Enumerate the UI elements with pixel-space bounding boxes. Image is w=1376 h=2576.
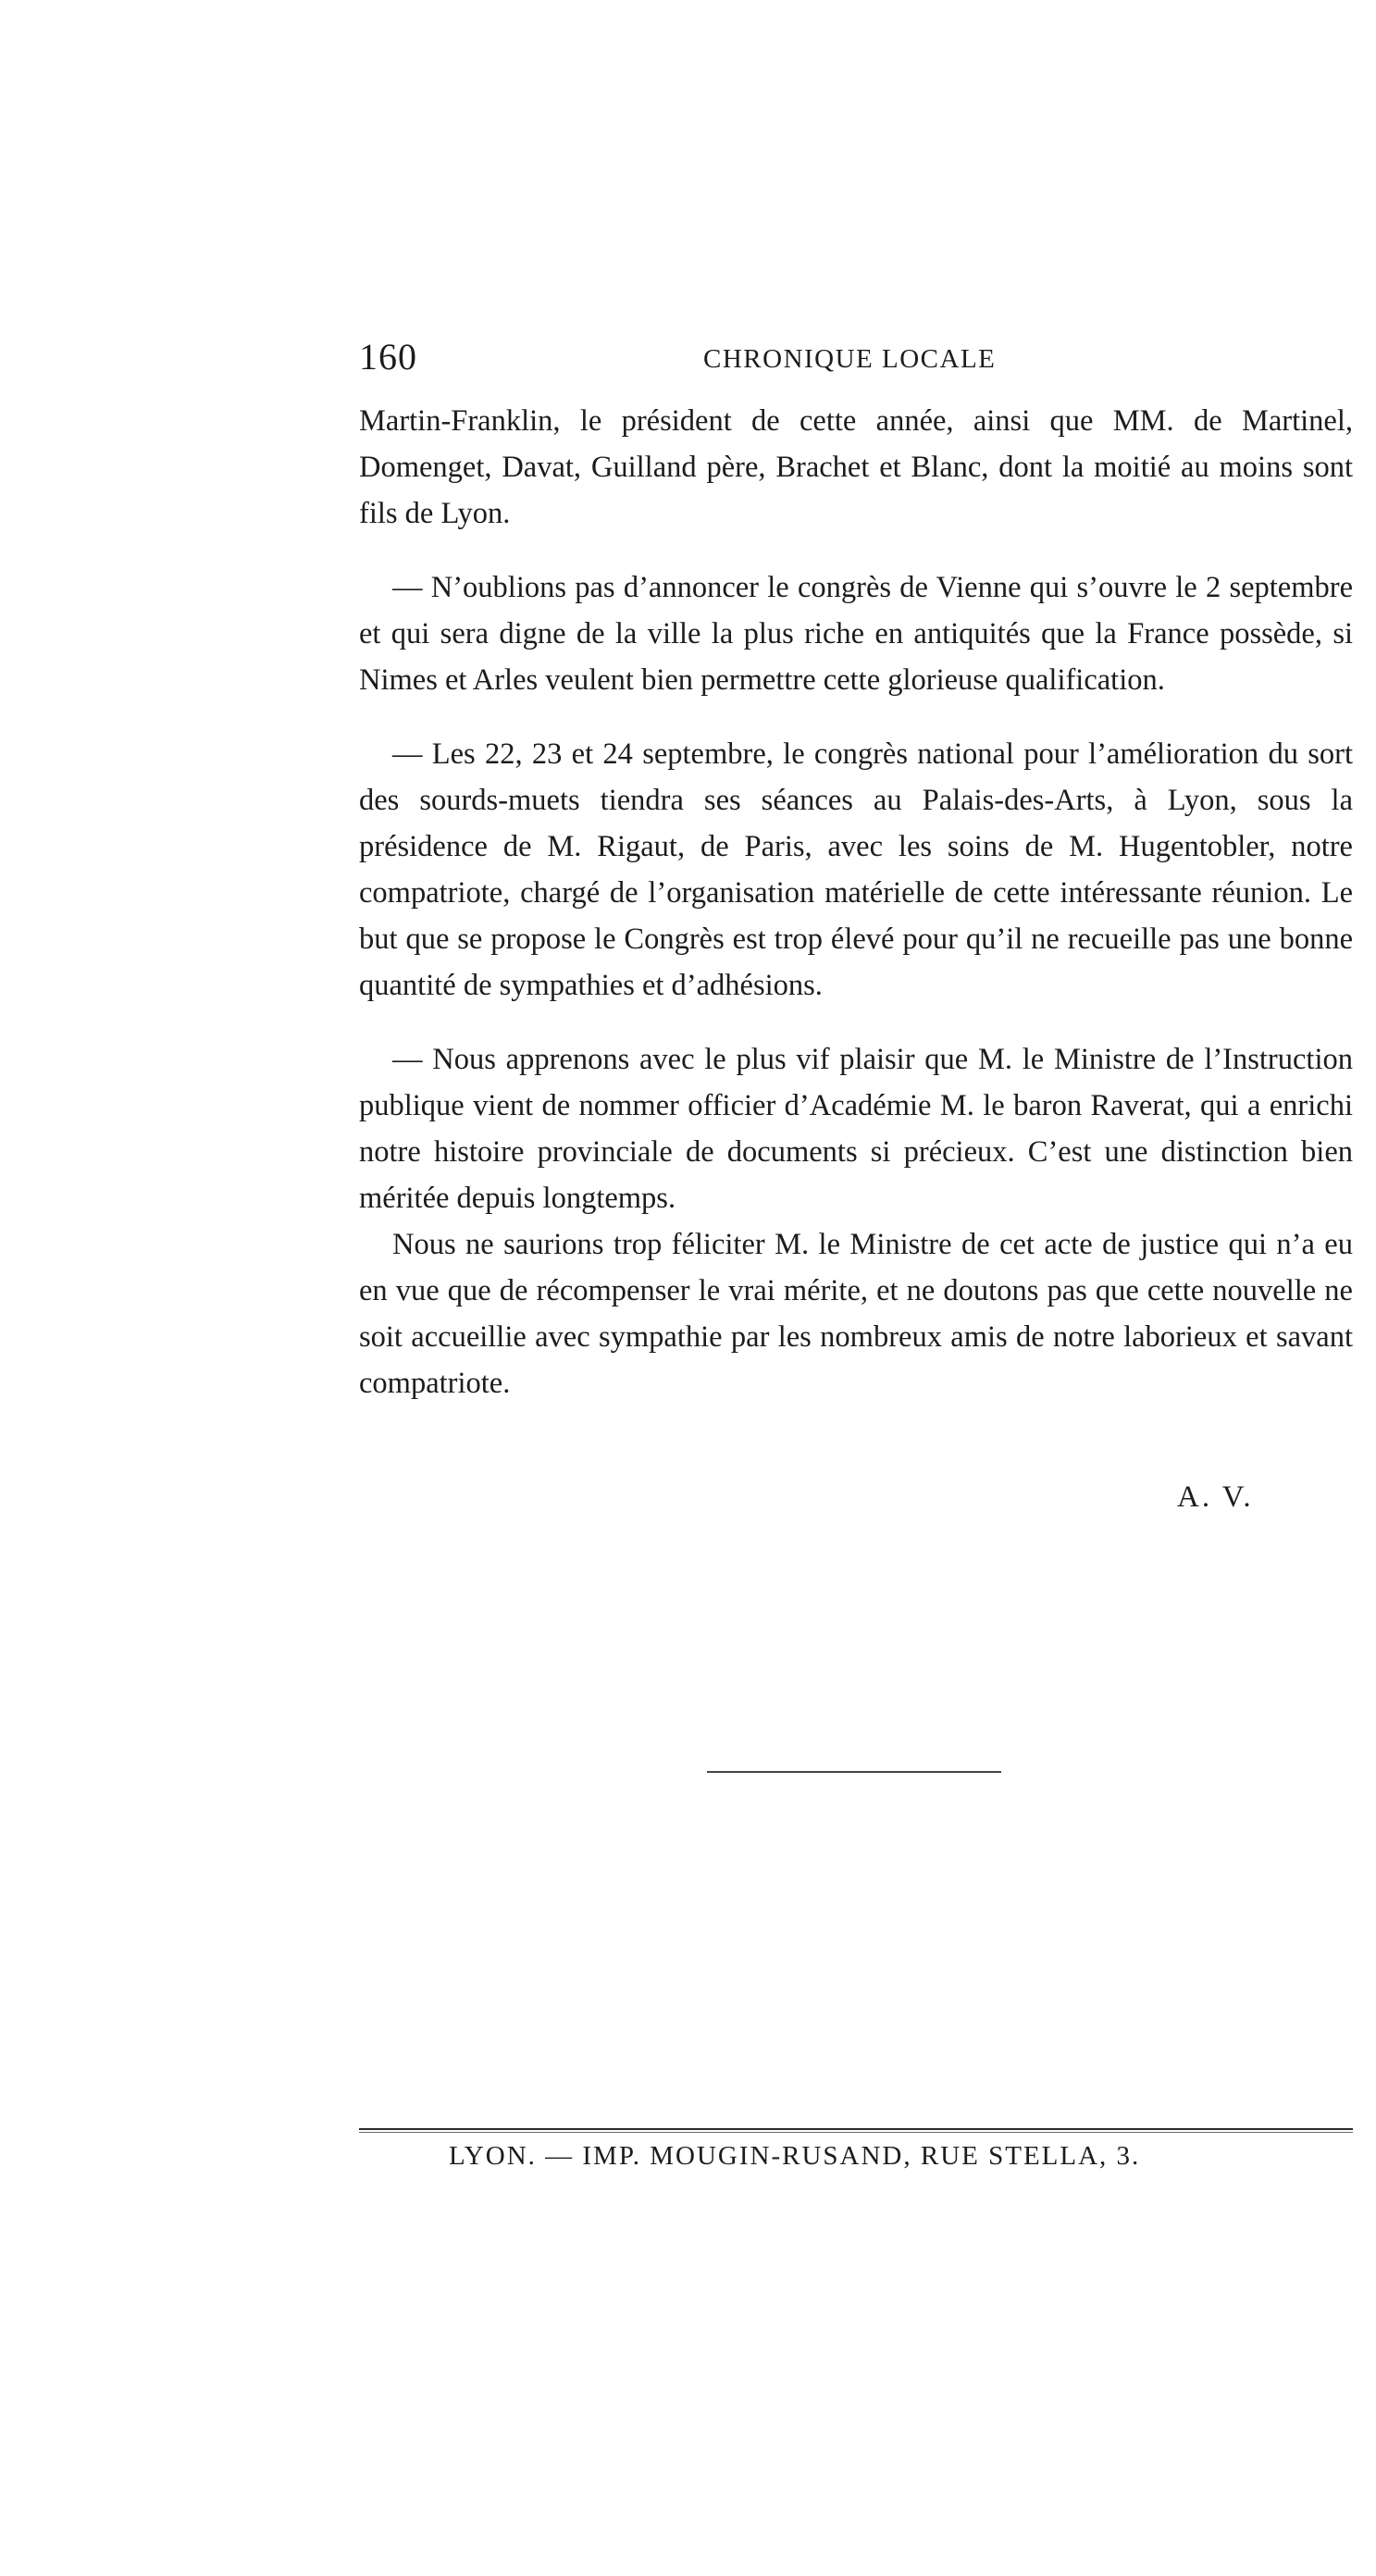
paragraph-felicitations: Nous ne saurions trop féliciter M. le Ministre de cet acte de justice qui n’a eu en vue que de récompenser le vrai mérite, et ne doutons pas que cette nouvelle ne soit accueillie avec sympathie par les nombreux amis de notre laborieux et savant compatriote. (359, 1228, 1353, 1400)
page-header (359, 335, 1353, 390)
paragraph-baron-raverat: — Nous apprenons avec le plus vif plaisir que M. le Ministre de l’Instruction publique vient de nommer officier d’Académie M. le baron Raverat, qui a enrichi notre histoire provinciale de documents si précieux. C’est une distinction bien méritée depuis longtemps. (359, 1043, 1353, 1215)
signature: A. V. (1177, 1480, 1254, 1514)
paragraph-congres-vienne: — N’oublions pas d’annoncer le congrès de Vienne qui s’ouvre le 2 septembre et qui sera digne de la ville la plus riche en antiquités que la France possède, si Nimes et Arles veulent bien permettre cette glorieuse qualification. (359, 571, 1353, 697)
paragraph-congres-sourds-muets: — Les 22, 23 et 24 septembre, le congrès national pour l’amélioration du sort des sourds-muets tiendra ses séances au Palais-des-Arts, à Lyon, sous la présidence de M. Rigaut, de Paris, avec les soins de M. Hugentobler, notre compatriote, chargé de l’organisation matérielle de cette intéressante réunion. Le but que se propose le Congrès est trop élevé pour qu’il ne recueille pas une bonne quantité de sympathies et d’adhésions. (359, 737, 1353, 1002)
body-text (359, 398, 1353, 1406)
section-end-rule (707, 1771, 1001, 1773)
running-title: CHRONIQUE LOCALE (703, 344, 997, 374)
paragraph-continuation: Martin-Franklin, le président de cette année, ainsi que MM. de Martinel, Domenget, Davat, Guilland père, Brachet et Blanc, dont la moitié au moins sont fils de Lyon. (359, 404, 1353, 530)
footer-rule (359, 2128, 1353, 2133)
page-number: 160 (359, 336, 417, 378)
printer-imprint: LYON. — IMP. MOUGIN-RUSAND, RUE STELLA, 3. (449, 2141, 1141, 2171)
